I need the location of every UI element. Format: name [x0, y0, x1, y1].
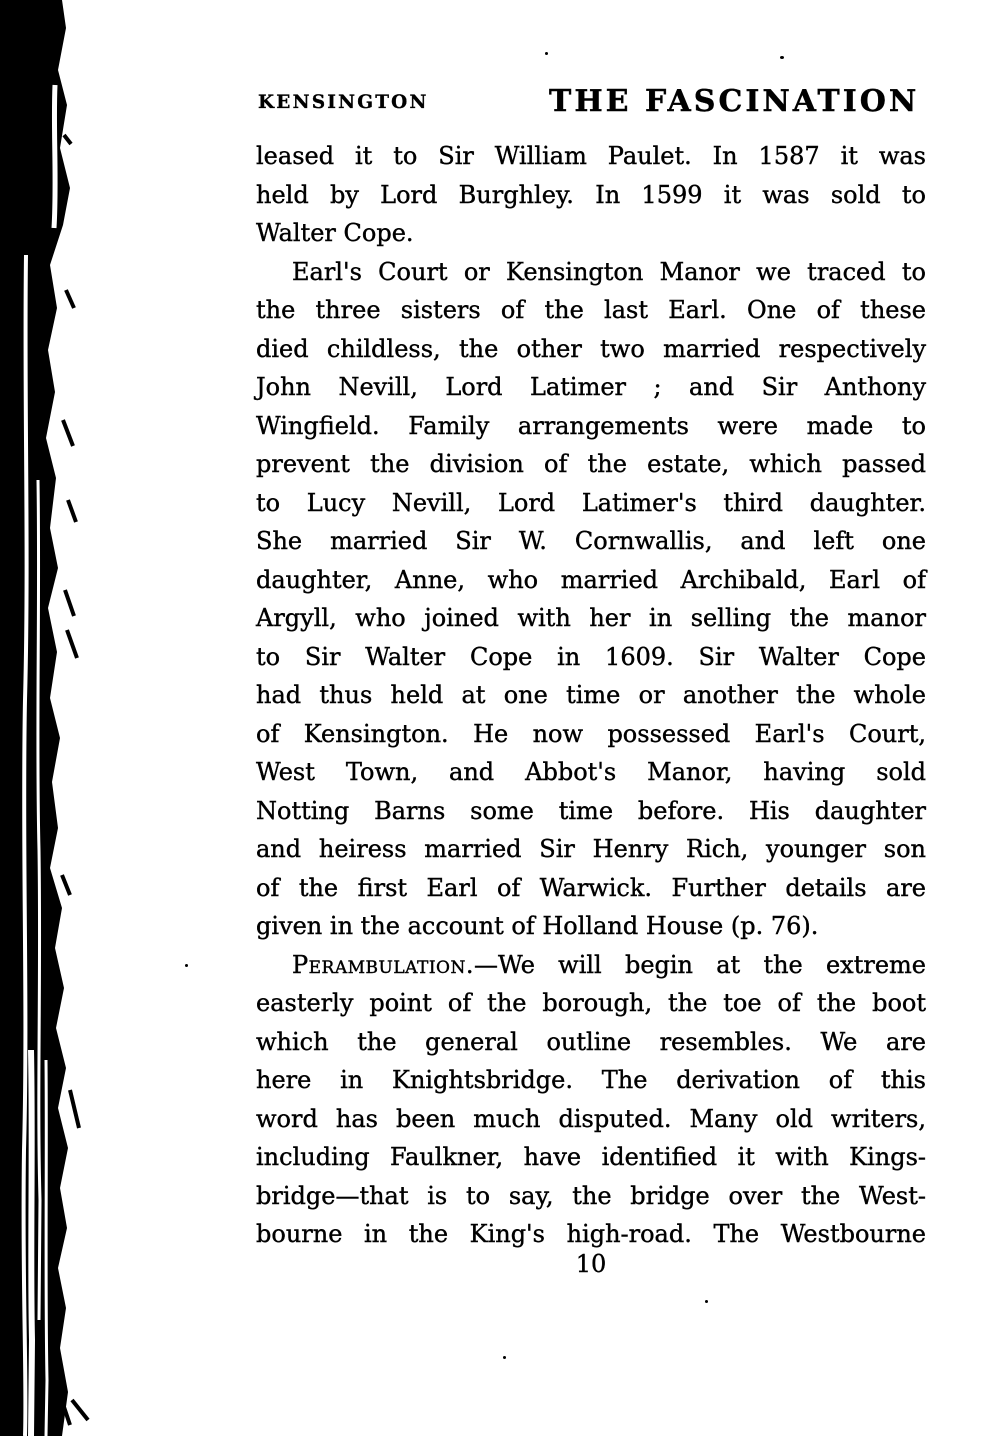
body-line: Notting Barns some time before. His daughter: [256, 796, 926, 825]
body-line: to Lucy Nevill, Lord Latimer's third daughter.: [256, 488, 926, 517]
body-line: given in the account of Holland House (p. 76).: [256, 912, 819, 940]
body-line: Perambulation.—We will begin at the extreme: [292, 950, 926, 979]
scan-speck: [503, 1356, 506, 1359]
running-title: KENSINGTON: [258, 92, 429, 113]
body-line: Wingfield. Family arrangements were made to: [256, 411, 926, 440]
body-line: prevent the division of the estate, which passed: [256, 450, 926, 478]
body-line: and heiress married Sir Henry Rich, younger son: [256, 835, 926, 863]
body-line: bridge—that is to say, the bridge over the West-: [256, 1181, 926, 1210]
body-line: of Kensington. He now possessed Earl's Court,: [256, 719, 926, 748]
scan-binding-edge: [0, 0, 110, 1436]
body-line: leased it to Sir William Paulet. In 1587 it was: [256, 142, 926, 170]
body-line: to Sir Walter Cope in 1609. Sir Walter Cope: [256, 642, 926, 671]
body-line: of the first Earl of Warwick. Further details are: [256, 873, 926, 902]
page-number: 10: [575, 1250, 607, 1278]
scan-speck: [185, 964, 188, 967]
body-line: Walter Cope.: [256, 219, 414, 247]
body-line: bourne in the King's high-road. The Westbourne: [256, 1220, 926, 1248]
body-line: John Nevill, Lord Latimer ; and Sir Anthony: [256, 373, 926, 401]
body-line: the three sisters of the last Earl. One of these: [256, 296, 926, 324]
body-line: easterly point of the borough, the toe of the boot: [256, 989, 926, 1017]
body-line: had thus held at one time or another the whole: [256, 681, 926, 709]
scan-speck: [545, 52, 548, 55]
body-line: word has been much disputed. Many old writers,: [256, 1104, 926, 1133]
scan-speck: [780, 56, 784, 59]
body-line: including Faulkner, have identified it with Kings-: [256, 1143, 926, 1171]
body-line: Earl's Court or Kensington Manor we traced to: [292, 257, 926, 286]
body-line: West Town, and Abbot's Manor, having sold: [256, 758, 926, 786]
chapter-title: THE FASCINATION: [549, 84, 920, 119]
body-line: died childless, the other two married respectively: [256, 334, 926, 363]
body-line: here in Knightsbridge. The derivation of this: [256, 1066, 926, 1094]
body-line: which the general outline resembles. We are: [256, 1027, 926, 1056]
scan-speck: [705, 1300, 708, 1303]
smallcaps-lead: Perambulation.: [292, 950, 474, 979]
body-line: held by Lord Burghley. In 1599 it was sold to: [256, 180, 926, 209]
body-line: Argyll, who joined with her in selling the manor: [256, 604, 926, 632]
body-line: daughter, Anne, who married Archibald, Earl of: [256, 565, 926, 594]
body-line: She married Sir W. Cornwallis, and left one: [256, 527, 926, 555]
page-body: [256, 137, 926, 1254]
